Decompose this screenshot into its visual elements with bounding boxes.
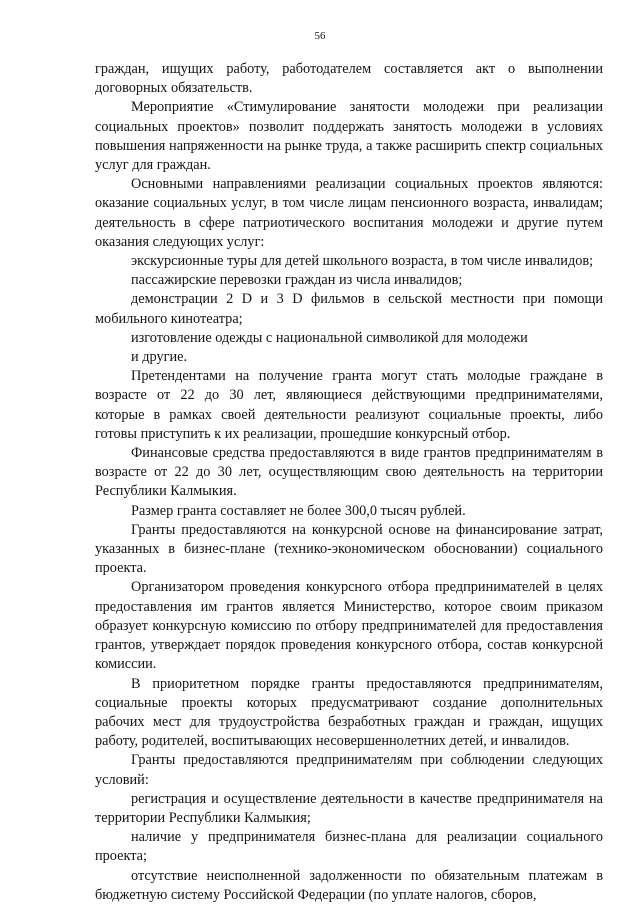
paragraph: Гранты предоставляются на конкурсной основе на финансирование затрат, указанных в бизнес-плане (технико-экономическом обосновании) социального проекта. [95,521,603,577]
paragraph: Гранты предоставляются предпринимателям при соблюдении следующих условий: [95,752,603,788]
list-item: экскурсионные туры для детей школьного возраста, в том числе инвалидов; [131,253,594,270]
list-item: отсутствие неисполненной задолженности по обязательным платежам в бюджетную систему Российской Федерации (по уплате налогов, сборов, [95,867,603,903]
list-item: и другие. [131,349,188,366]
list-item: демонстрации 2 D и 3 D фильмов в сельской местности при помощи мобильного кинотеатра; [95,291,603,327]
paragraph: В приоритетном порядке гранты предоставляются предпринимателям, социальные проекты которых предусматривают создание дополнительных рабочих мест для трудоустройства безработных граждан и граждан, ищущих работу, родителей, воспитывающих несовершеннолетних детей, и инвалидов. [95,675,603,750]
body-text [95,60,603,905]
paragraph: граждан, ищущих работу, работодателем составляется акт о выполнении договорных обязательств. [95,61,603,97]
paragraph: Организатором проведения конкурсного отбора предпринимателей в целях предоставления им грантов является Министерство, которое своим приказом образует конкурсную комиссию по отбору предпринимателей для предоставления грантов, утверждает порядок проведения конкурсного отбора, состав конкурсной комиссии. [95,579,603,673]
paragraph: Финансовые средства предоставляются в виде грантов предпринимателям в возрасте от 22 до 30 лет, осуществляющим свою деятельность на территории Республики Калмыкия. [95,445,603,500]
list-item: наличие у предпринимателя бизнес-плана для реализации социального проекта; [95,829,603,865]
paragraph: Претендентами на получение гранта могут стать молодые граждане в возрасте от 22 до 30 лет, являющиеся действующими предпринимателями, которые в рамках своей деятельности реализуют социальные проекты, либо готовы приступить к их реализации, прошедшие конкурсный отбор. [95,368,603,442]
paragraph: Размер гранта составляет не более 300,0 тысяч рублей. [131,502,466,519]
list-item: пассажирские перевозки граждан из числа инвалидов; [131,272,463,289]
list-item: изготовление одежды с национальной символикой для молодежи [131,329,528,346]
paragraph: Основными направлениями реализации социальных проектов являются: оказание социальных услуг, в том числе лицам пенсионного возраста, инвалидам; деятельность в сфере патриотического воспитания молодежи и другие путем оказания следующих услуг: [95,176,603,250]
paragraph: Мероприятие «Стимулирование занятости молодежи при реализации социальных проектов» позволит поддержать занятость молодежи в условиях повышения напряженности на рынке труда, а также расширить спектр социальных услуг для граждан. [95,99,603,174]
list-item: регистрация и осуществление деятельности в качестве предпринимателя на территории Республики Калмыкия; [95,790,603,826]
page-number: 56 [314,30,326,42]
